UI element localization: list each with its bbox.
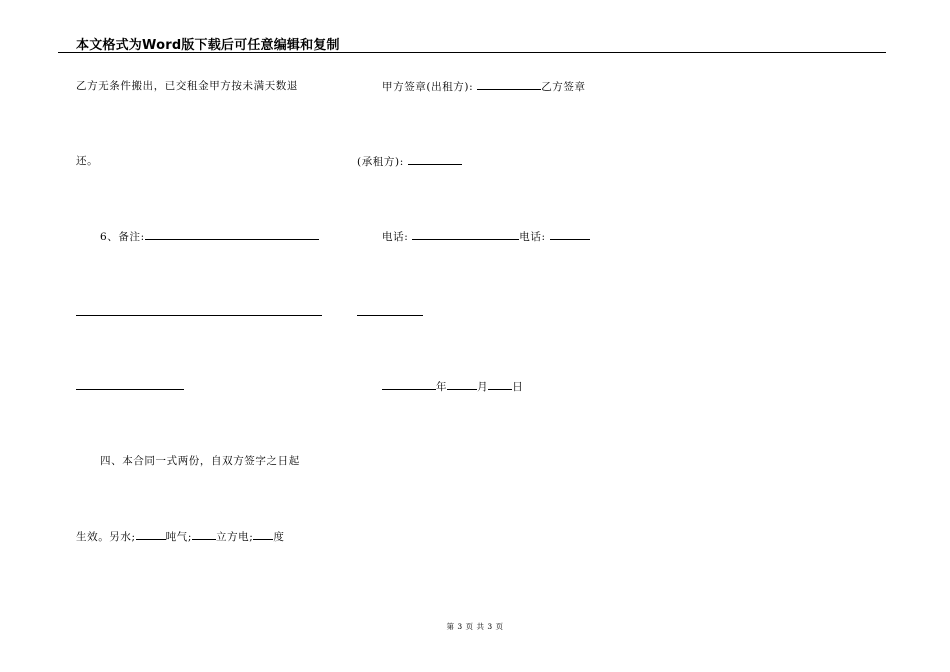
refund-clause-line-2: 还。: [76, 155, 99, 167]
remarks-line: [100, 229, 319, 244]
phone-b-label: 电话:: [519, 231, 546, 243]
clause-4-line-1: 四、本合同一式两份，自双方签字之日起: [100, 455, 300, 467]
lessee-signature-blank: [408, 154, 462, 165]
month-label: 月: [477, 381, 489, 393]
phone-a-blank: [412, 229, 519, 240]
date-line: [382, 379, 523, 394]
phone-a-label: 电话:: [382, 231, 409, 243]
gas-label: 吨气;: [165, 531, 192, 543]
phone-line: [382, 229, 590, 244]
gas-blank: [192, 529, 216, 540]
page-number: 第 3 页 共 3 页: [446, 622, 504, 631]
year-label: 年: [436, 381, 448, 393]
day-blank: [488, 379, 512, 390]
remarks-label: 6、备注:: [100, 231, 145, 243]
unit-label: 度: [273, 531, 285, 543]
phone-b-blank: [550, 229, 590, 240]
party-a-signature-blank: [477, 79, 541, 90]
remarks-blank: [145, 229, 319, 240]
water-blank: [136, 529, 166, 540]
refund-clause-line-1: 乙方无条件搬出，已交租金甲方按未满天数退: [76, 80, 298, 92]
year-blank: [382, 379, 436, 390]
day-label: 日: [512, 381, 524, 393]
remarks-blank-line-2: [76, 315, 322, 316]
electricity-blank: [253, 529, 273, 540]
lessee-line: [357, 154, 462, 169]
page-header-title: 本文格式为Word版下载后可任意编辑和复制: [76, 38, 340, 53]
party-a-label: 甲方签章(出租方):: [382, 81, 474, 93]
phone-blank-line-2: [357, 315, 423, 316]
signature-line: [382, 79, 586, 94]
header-divider: [58, 52, 886, 53]
month-blank: [447, 379, 477, 390]
water-label: 生效。另水;: [76, 531, 136, 543]
electricity-label: 立方电;: [215, 531, 254, 543]
party-b-label: 乙方签章: [541, 81, 586, 93]
remarks-blank-line-3: [76, 389, 184, 390]
lessee-label: (承租方):: [357, 156, 404, 168]
clause-4-line-2: [76, 529, 285, 544]
